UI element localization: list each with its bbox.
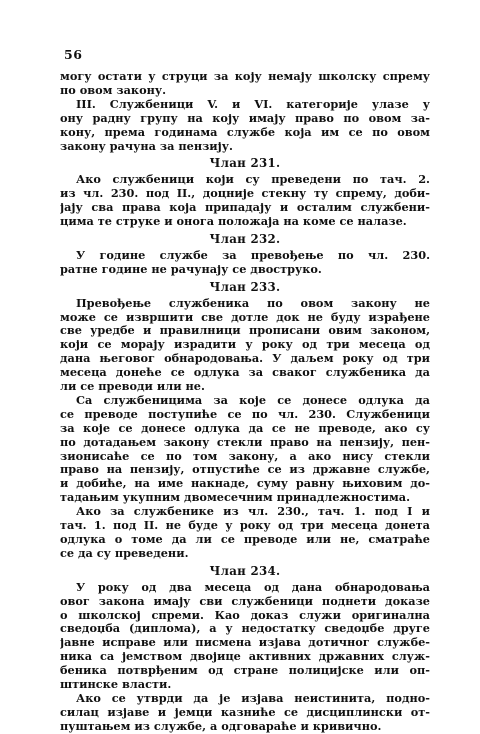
text-line: сведоџба (диплома), а у недостатку сведоџбе друге — [60, 622, 430, 636]
text-line: Са службеницима за које се донесе одлука да — [76, 393, 430, 407]
text-line: ли се преводи или не. — [60, 380, 205, 394]
text-line: пуштањем из службе, а одговараће и кривично. — [60, 719, 382, 733]
text-line: цима те струке и онога положаја на коме се налазе. — [60, 215, 407, 229]
text-line: могу остати у струци за коју немају школску спрему — [60, 70, 430, 83]
article-heading: Члан 234. — [209, 563, 281, 578]
text-line: све уредбе и правилници прописани овим законом, — [60, 324, 430, 338]
paragraph — [60, 692, 430, 734]
text-line: одлука о томе да ли се преводе или не, сматраће — [60, 533, 430, 546]
text-line: који се морају израдити у року од три месеца од — [60, 338, 430, 352]
text-line: кону, према годинама службе која им се по овом — [60, 125, 430, 139]
paragraph — [60, 394, 430, 505]
text-line: беника потврђеним од стране полицијске или оп- — [60, 664, 430, 678]
text-line: зионисаће се по том закону, а ако нису стекли — [60, 449, 430, 463]
text-line: може се извршити све дотле док не буду израђене — [60, 310, 430, 324]
paragraph — [60, 505, 430, 561]
text-line: Ако службеници који су преведени по тач. 2. — [76, 173, 430, 187]
article-heading: Члан 231. — [209, 156, 281, 171]
paragraph — [60, 249, 430, 277]
paragraph — [60, 98, 430, 154]
text-line: право на пензију, отпустиће се из државне службе, — [60, 463, 430, 477]
text-line: У року од два месеца од дана обнародовања — [76, 580, 430, 594]
paragraph — [60, 70, 430, 98]
text-line: се преводе поступиће се по чл. 230. Службеници — [60, 407, 430, 421]
text-line: месеца донеће се одлука за сваког службеника да — [60, 366, 430, 380]
text-line: ника са јемством двојице активних државних служ- — [60, 650, 430, 664]
text-line: тадањим укупним двомесечним принадлежностима. — [60, 491, 411, 505]
text-line: по овом закону. — [60, 83, 167, 97]
text-line: за које се донесе одлука да се не преводе, ако су — [60, 421, 430, 435]
text-line: из чл. 230. под II., доцније стекну ту спрему, доби- — [60, 187, 430, 201]
text-line: и добиће, на име накнаде, суму равну њиховим до- — [60, 477, 430, 491]
text-line: јавне исправе или писмена изјава дотичног службе- — [60, 636, 430, 650]
text-line: о школској спреми. Као доказ служи оригинална — [60, 608, 430, 622]
text-line: закону рачуна за пензију. — [60, 139, 233, 153]
text-line: силац изјаве и јемци казниће се дисциплински от- — [60, 705, 430, 719]
paragraph — [60, 581, 430, 692]
text-line: Ако се утврди да је изјава неистинита, подно- — [76, 691, 430, 705]
text-line: по дотадањем закону стекли право на пензију, пен- — [60, 435, 430, 449]
text-line: ону радну групу на коју имају право по овом за- — [60, 111, 430, 125]
text-line: јају сва права која припадају и осталим службени- — [60, 201, 430, 215]
text-line: дана његовог обнародовања. У даљем року од три — [60, 352, 430, 366]
paragraph — [60, 173, 430, 229]
article-heading: Члан 232. — [209, 231, 281, 246]
text-line: Превођење службеника по овом закону не — [76, 296, 430, 310]
text-line: ратне године не рачунају се двоструко. — [60, 262, 322, 276]
paragraph — [60, 297, 430, 394]
text-line: III. Службеници V. и VI. категорије улазе у — [76, 97, 430, 111]
article-heading: Члан 233. — [209, 279, 281, 294]
text-line: Ако за службенике из чл. 230., тач. 1. под I и — [76, 505, 430, 519]
text-line: тач. 1. под II. не буде у року од три месеца донета — [60, 519, 430, 533]
text-line: се да су преведени. — [60, 546, 189, 560]
text-line: У године службе за превођење по чл. 230. — [76, 248, 430, 262]
text-line: овог закона имају сви службеници поднети доказе — [60, 594, 430, 608]
document-body — [60, 70, 430, 734]
page-number: 56 — [64, 47, 83, 62]
text-line: штинске власти. — [60, 678, 172, 692]
